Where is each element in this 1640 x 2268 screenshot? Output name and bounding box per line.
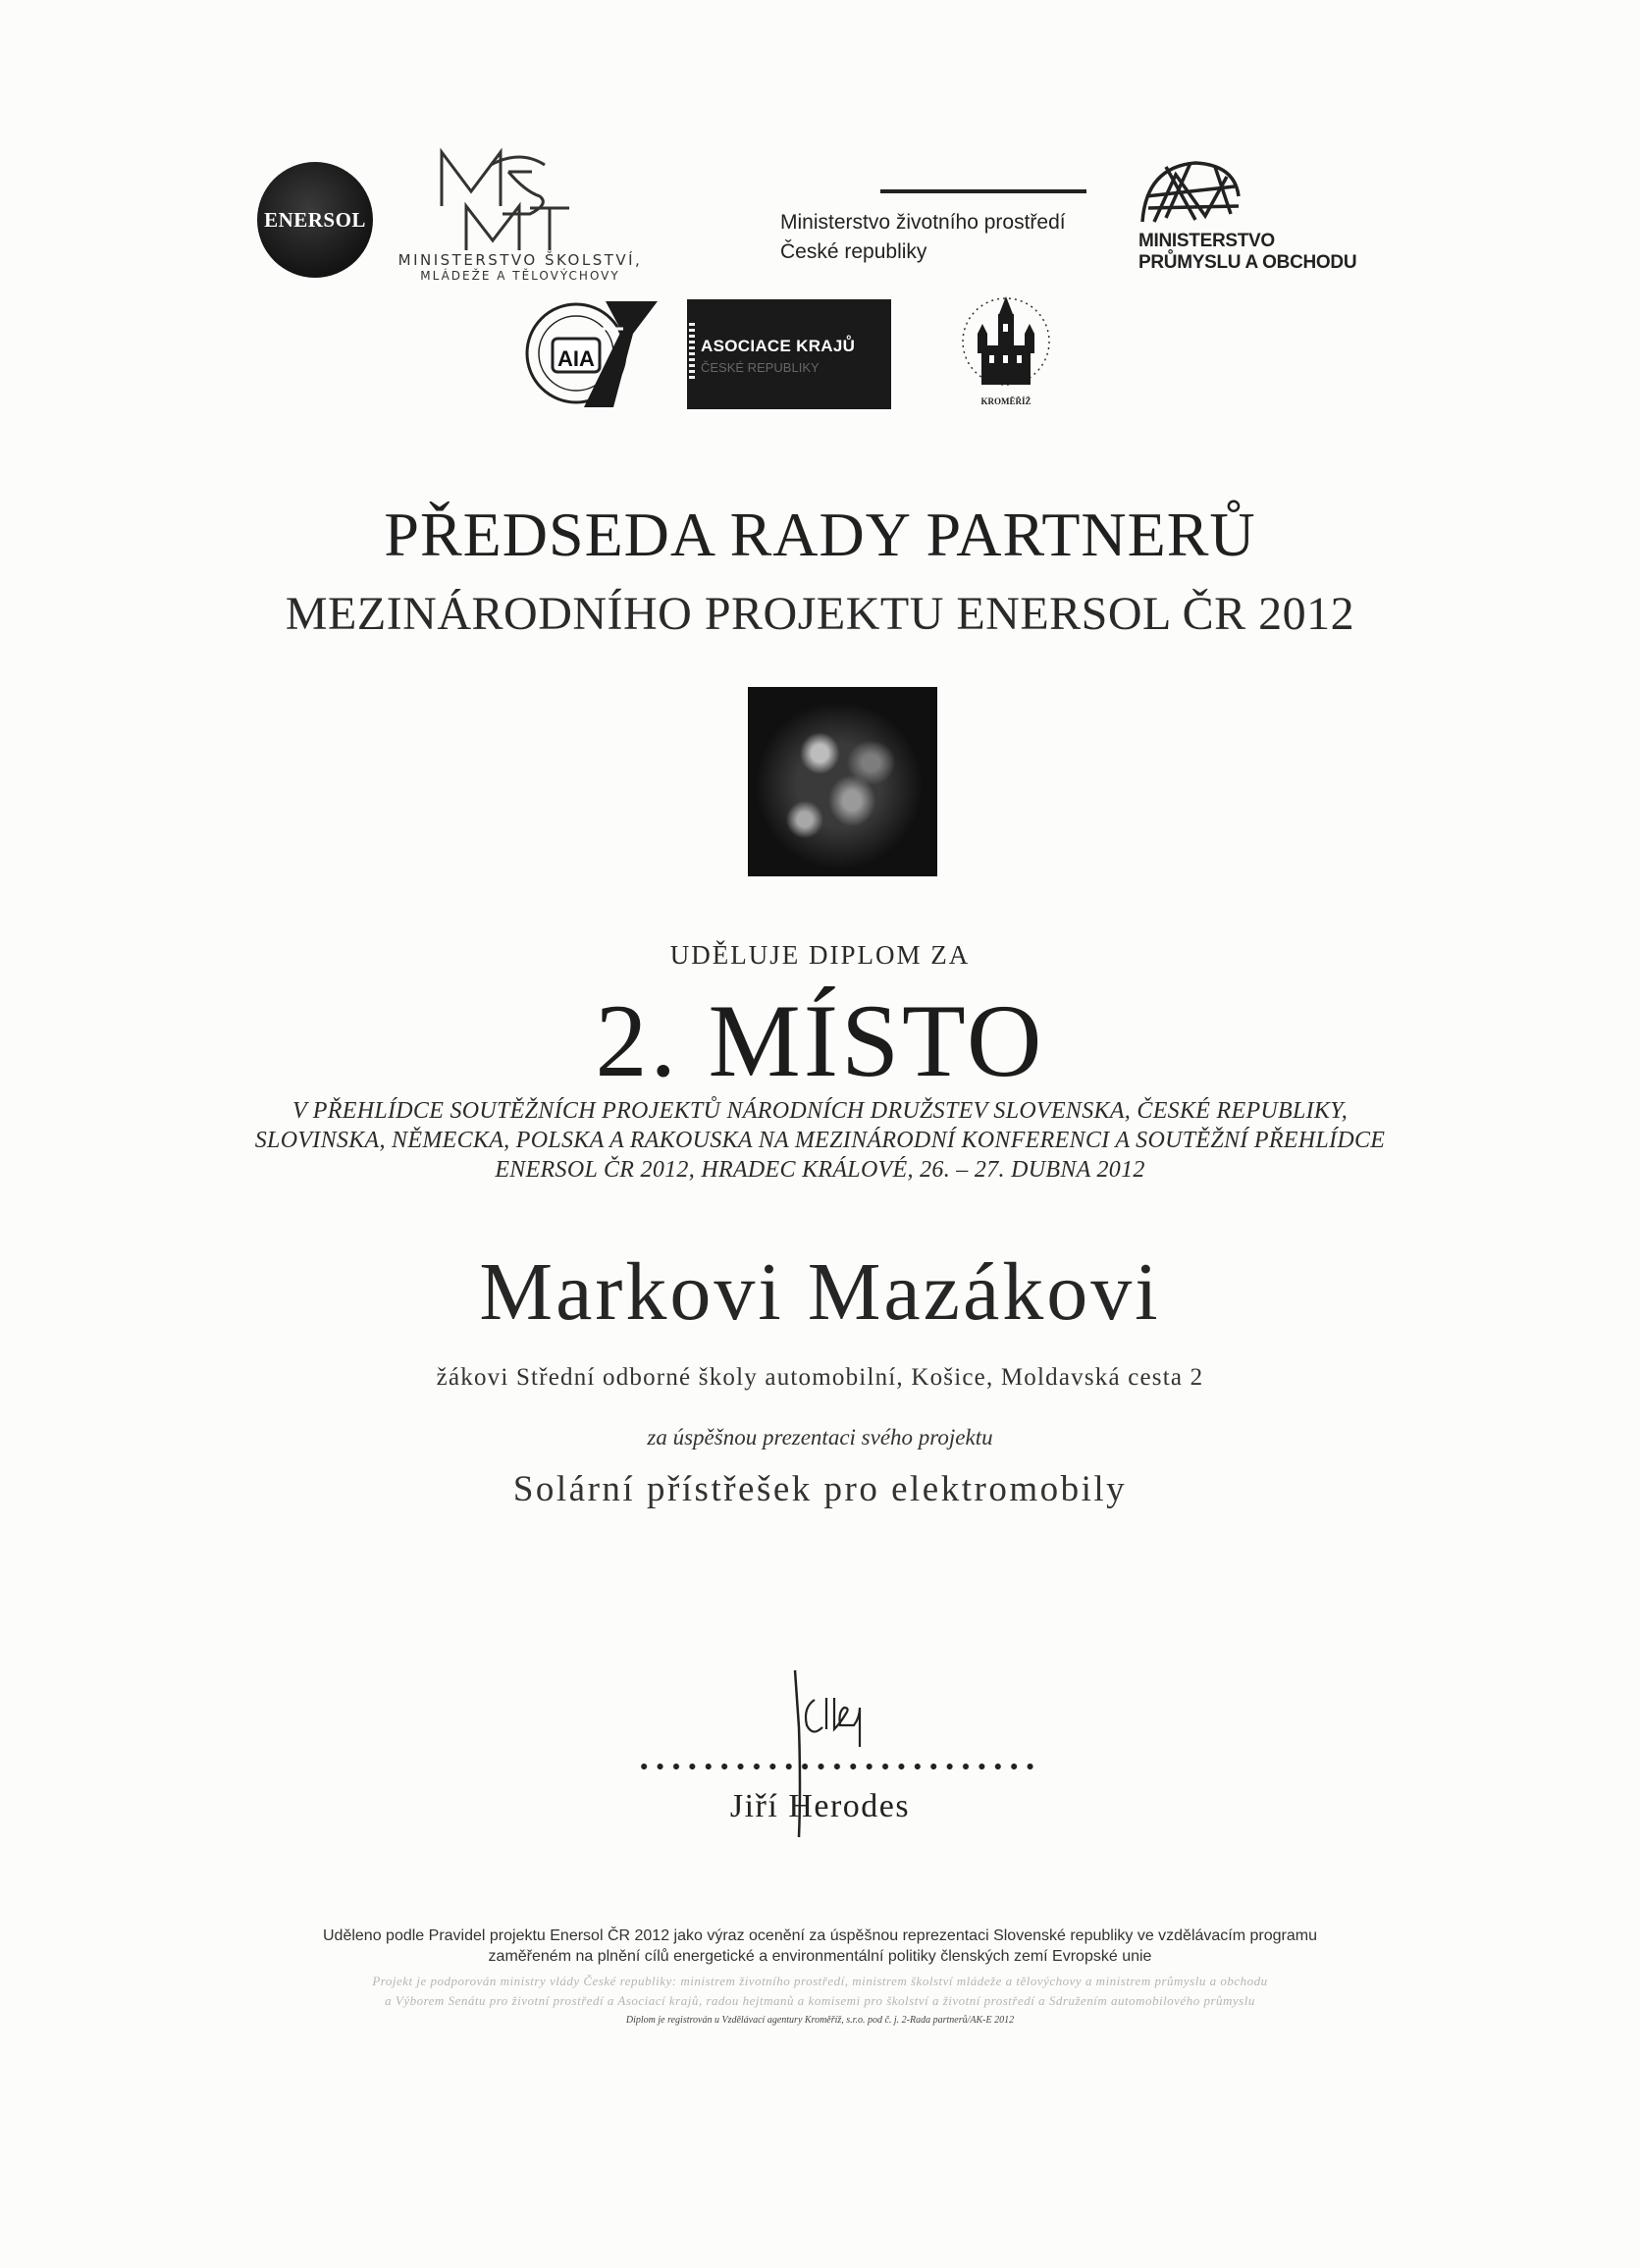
diploma-subtitle: MEZINÁRODNÍHO PROJEKTU ENERSOL ČR 2012 xyxy=(285,588,1355,640)
mpo-line2: PRŮMYSLU A OBCHODU xyxy=(1138,252,1357,273)
mzp-logo-bar xyxy=(880,189,1086,193)
asociace-kraju-stripes xyxy=(689,323,695,382)
asociace-kraju-text: ASOCIACE KRAJŮ xyxy=(701,337,856,355)
asociace-kraju-logo xyxy=(687,299,891,409)
footer-line1: Uděleno podle Pravidel projektu Enersol ČR 2012 jako výraz ocenění za úspěšnou reprezentaci Slovenské republiky ve vzdělávacím programu xyxy=(323,1927,1317,1944)
mzp-line1: Ministerstvo životního prostředí xyxy=(780,211,1066,234)
diploma-title: PŘEDSEDA RADY PARTNERŮ xyxy=(384,500,1256,569)
mzp-logo-text xyxy=(780,208,1066,267)
signer-name: Jiří Herodes xyxy=(729,1788,911,1824)
trophy-photo xyxy=(748,687,937,876)
kromeriz-castle-logo-icon xyxy=(942,285,1070,412)
award-place: 2. MÍSTO xyxy=(595,983,1045,1098)
recipient-school: žákovi Střední odborné školy automobilní, Košice, Moldavská cesta 2 xyxy=(436,1364,1204,1391)
project-intro: za úspěšnou prezentaci svého projektu xyxy=(647,1425,993,1450)
msmt-line2: MLÁDEŽE A TĚLOVÝCHOVY xyxy=(420,269,620,283)
award-description-line1: V PŘEHLÍDCE SOUTĚŽNÍCH PROJEKTŮ NÁRODNÍCH DRUŽSTEV SLOVENSKA, ČESKÉ REPUBLIKY, xyxy=(291,1098,1348,1124)
asociace-kraju-subtext: ČESKÉ REPUBLIKY xyxy=(701,360,820,375)
mpo-logo-text xyxy=(1138,231,1356,274)
project-title: Solární přístřešek pro elektromobily xyxy=(512,1469,1128,1509)
award-description-line2: SLOVINSKA, NĚMECKA, POLSKA A RAKOUSKA NA MEZINÁRODNÍ KONFERENCI A SOUTĚŽNÍ PŘEHLÍDCE xyxy=(254,1128,1386,1153)
signature-dotted-line xyxy=(636,1763,1038,1770)
mpo-line1: MINISTERSTVO xyxy=(1138,231,1275,251)
recipient-name: Markovi Mazákovi xyxy=(479,1246,1161,1338)
award-intro: UDĚLUJE DIPLOM ZA xyxy=(669,940,971,970)
enersol-logo-text: ENERSOL xyxy=(264,207,366,232)
mzp-line2: České republiky xyxy=(780,240,927,263)
kromeriz-logo-text: KROMĚŘÍŽ xyxy=(980,396,1032,406)
footer-text xyxy=(0,1925,1640,1967)
aia-logo-icon xyxy=(515,290,658,417)
footer-faint-line2: a Výborem Senátu pro životní prostředí a Asociací krajů, radou hejtmanů a komisemi pro školství a životní prostředí a Sdružením automobilového průmyslu xyxy=(385,1993,1255,2008)
footer-faint-text xyxy=(0,1972,1640,2011)
msmt-line1: MINISTERSTVO ŠKOLSTVÍ, xyxy=(397,251,643,269)
enersol-logo xyxy=(257,162,373,278)
footer-line2: zaměřeném na plnění cílů energetické a environmentální politiky členských zemí Evropské unie xyxy=(488,1948,1152,1965)
award-description xyxy=(0,1096,1640,1185)
msmt-logo-mark-icon xyxy=(432,147,579,255)
footer-faint-line1: Projekt je podporován ministry vlády České republiky: ministrem životního prostředí, ministrem školství mládeže a tělovýchovy a ministrem průmyslu a obchodu xyxy=(372,1974,1268,1988)
aia-logo-text: AIA xyxy=(557,346,595,371)
award-description-line3: ENERSOL ČR 2012, HRADEC KRÁLOVÉ, 26. – 27. DUBNA 2012 xyxy=(495,1157,1145,1183)
mpo-globe-icon xyxy=(1137,157,1244,228)
footer-registration: Diplom je registrován u Vzdělávací agentury Kroměříž, s.r.o. pod č. j. 2-Rada partnerů/AK-E 2012 xyxy=(625,2015,1015,2026)
msmt-logo-text xyxy=(368,251,672,283)
